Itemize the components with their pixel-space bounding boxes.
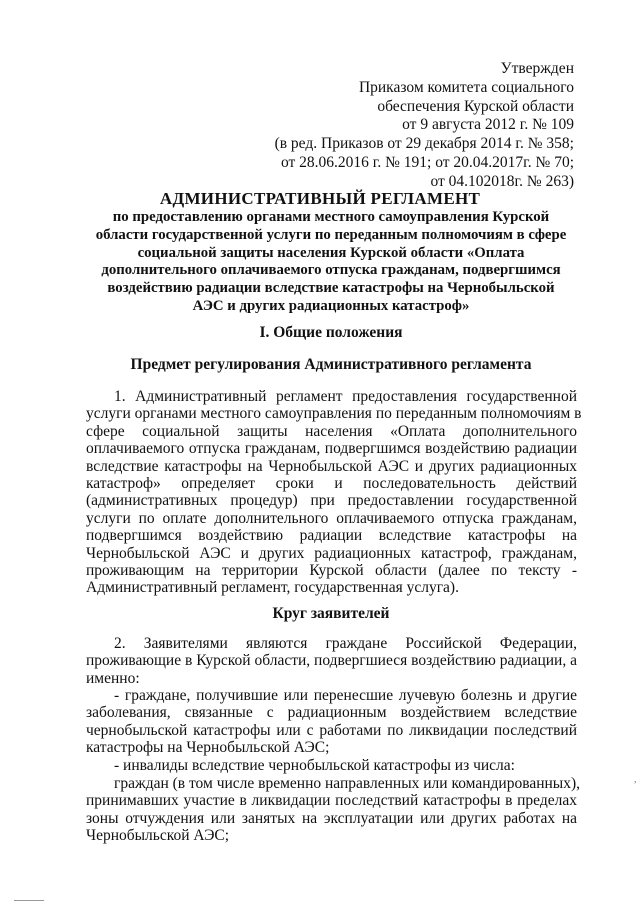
paragraph-line: - инвалиды вследствие чернобыльской катастрофы из числа:	[114, 757, 515, 774]
paragraph-line: сфере социальной защиты населения «Оплата дополнительного	[86, 422, 577, 440]
approval-stamp	[275, 60, 574, 192]
approval-line: Утвержден	[500, 60, 574, 77]
paragraph-line: граждан (в том числе временно направленных или командированных),	[114, 775, 580, 792]
paragraph-line: Административный регламент, государственная услуга).	[86, 579, 459, 597]
paragraph-line: 2. Заявителями являются граждане Российской Федерации,	[114, 635, 577, 652]
paragraph-line: оплачиваемого отпуска гражданам, подвергшимся воздействию радиации	[86, 440, 577, 458]
paragraph-line: проживающим на территории Курской области (далее по тексту -	[86, 561, 577, 579]
paragraph-3	[86, 687, 577, 757]
paragraph-line: проживающие в Курской области, подвергшиеся воздействию радиации, а	[86, 652, 577, 670]
paragraph-4	[86, 757, 577, 774]
paragraph-line: катастрофы на Чернобыльской АЭС;	[86, 739, 330, 757]
paragraph-line: принимавших участие в ликвидации последствий катастрофы в пределах	[86, 792, 577, 810]
paragraph-line: чернобыльской катастрофы или с работами по ликвидации последствий	[86, 721, 577, 739]
subtitle-line: социальной защиты населения Курской области «Оплата	[137, 244, 525, 261]
paragraph-line: (административных процедур) при предоставлении государственной	[86, 492, 577, 510]
approval-line: Приказом комитета социального	[358, 78, 574, 96]
scan-bottom-rule	[14, 900, 44, 901]
paragraph-1	[86, 388, 582, 597]
paragraph-5	[86, 775, 580, 845]
document-subtitle	[86, 209, 576, 316]
paragraph-line: именно:	[86, 669, 140, 687]
paragraph-line: зоны отчуждения или занятых на эксплуатации или других работах на	[86, 809, 577, 827]
subtitle-line: дополнительного оплачиваемого отпуска гражданам, подвергшимся	[101, 262, 561, 279]
subtitle-line: области государственной услуги по переданным полномочиям в сфере	[95, 226, 567, 243]
section-heading-subject: Предмет регулирования Административного регламента	[130, 356, 532, 373]
paragraph-line: услуги органами местного самоуправления по переданным полномочиям в	[86, 405, 582, 423]
paragraph-line: 1. Административный регламент предоставления государственной	[114, 388, 577, 405]
paragraph-line: - граждане, получившие или перенесшие лучевую болезнь и другие	[114, 687, 577, 704]
subtitle-line: по предоставлению органами местного самоуправления Курской	[112, 209, 550, 225]
approval-line: от 9 августа 2012 г. № 109	[402, 116, 574, 134]
paragraph-line: заболевания, связанные с радиационным воздействием вследствие	[86, 704, 577, 722]
subtitle-line: АЭС и других радиационных катастроф»	[192, 297, 470, 314]
approval-line: от 28.06.2016 г. № 191; от 20.04.2017г. № 70;	[280, 153, 574, 171]
paragraph-line: Чернобыльской АЭС;	[86, 827, 230, 845]
paragraph-line: Чернобыльской АЭС и других радиационных катастроф, гражданам,	[86, 544, 577, 562]
approval-line: от 04.102018г. № 263)	[430, 172, 574, 190]
paragraph-line: подвергшимся воздействию радиации вследствие катастрофы на	[86, 527, 577, 545]
paragraph-line: вследствие катастрофы на Чернобыльской АЭС и других радиационных	[86, 457, 577, 475]
subtitle-line: воздействию радиации вследствие катастрофы на Чернобыльской	[107, 280, 555, 297]
paragraph-2	[86, 635, 577, 687]
section-heading-general: I. Общие положения	[259, 324, 403, 341]
paragraph-line: катастроф» определяет сроки и последовательность действий	[86, 474, 577, 492]
scan-edge-mark: ,	[634, 774, 637, 785]
approval-line: обеспечения Курской области	[377, 97, 574, 115]
section-heading-applicants: Круг заявителей	[272, 605, 390, 622]
approval-line: (в ред. Приказов от 29 декабря 2014 г. № 358;	[274, 135, 574, 153]
document-title: АДМИНИСТРАТИВНЫЙ РЕГЛАМЕНТ	[159, 189, 481, 208]
paragraph-line: услуги по оплате дополнительного оплачиваемого отпуска гражданам,	[86, 509, 577, 527]
